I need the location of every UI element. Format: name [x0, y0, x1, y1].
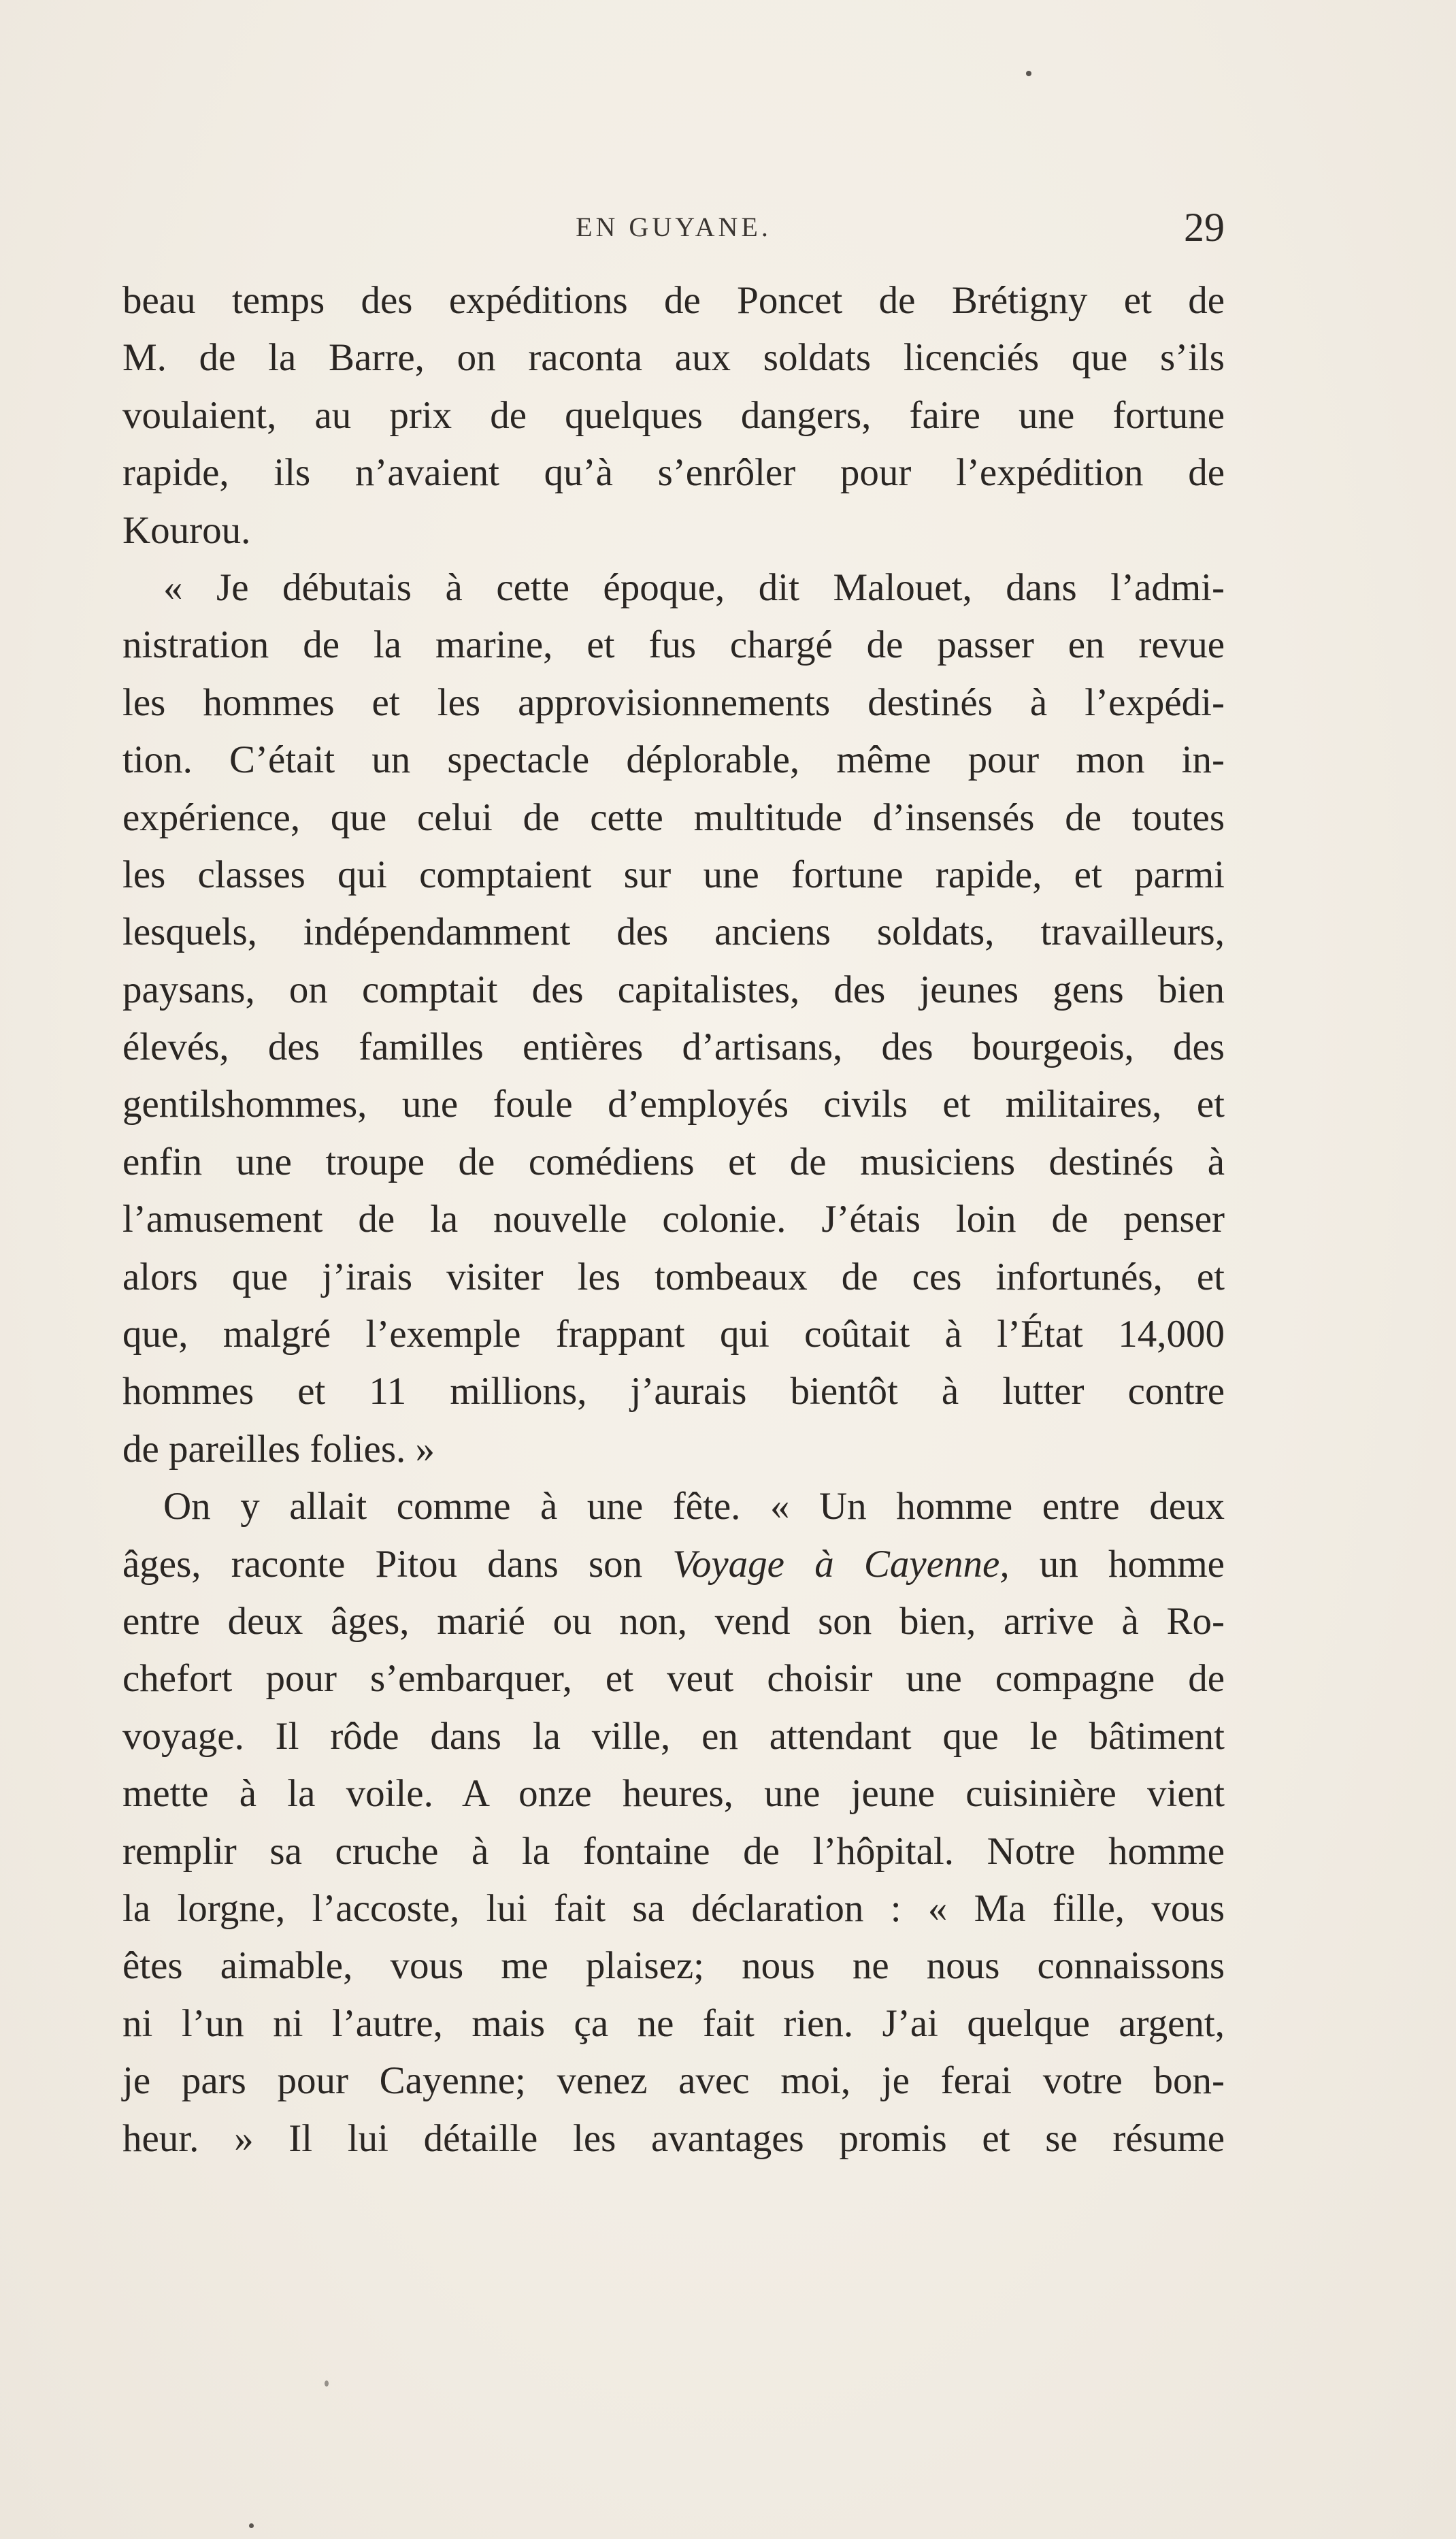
- text-line: alors que j’irais visiter les tombeaux de ces infortunés, et: [122, 1255, 1225, 1298]
- text-line: la lorgne, l’accoste, lui fait sa déclaration : « Ma fille, vous: [122, 1886, 1225, 1930]
- text-line: Kourou.: [122, 508, 251, 552]
- text-line: voyage. Il rôde dans la ville, en attendant que le bâtiment: [122, 1714, 1225, 1758]
- text-line: M. de la Barre, on raconta aux soldats licenciés que s’ils: [122, 336, 1225, 380]
- text-line: l’amusement de la nouvelle colonie. J’étais loin de penser: [122, 1198, 1225, 1241]
- text-segment: un homme: [1039, 1542, 1225, 1586]
- text-line: voulaient, au prix de quelques dangers, faire une fortune: [122, 393, 1225, 437]
- text-line: [122, 1536, 1225, 1593]
- running-title: EN GUYANE.: [576, 212, 772, 242]
- text-line: je pars pour Cayenne; venez avec moi, je ferai votre bon-: [122, 2059, 1225, 2103]
- text-line: élevés, des familles entières d’artisans, des bourgeois, des: [122, 1026, 1225, 1069]
- text-line: remplir sa cruche à la fontaine de l’hôpital. Notre homme: [122, 1829, 1225, 1873]
- text-segment: âges, raconte Pitou dans son: [122, 1542, 643, 1586]
- book-title: Voyage à Cayenne,: [672, 1542, 1010, 1586]
- text-line: paysans, on comptait des capitalistes, des jeunes gens bien: [122, 968, 1225, 1011]
- text-line: ni l’un ni l’autre, mais ça ne fait rien. J’ai quelque argent,: [122, 2001, 1225, 2045]
- paper-speck: [1026, 71, 1031, 76]
- text-line: gentilshommes, une foule d’employés civils et militaires, et: [122, 1083, 1225, 1126]
- text-line: que, malgré l’exemple frappant qui coûtait à l’État 14,000: [122, 1313, 1225, 1356]
- page-number: 29: [1184, 205, 1225, 250]
- text-line: hommes et 11 millions, j’aurais bientôt à lutter contre: [122, 1370, 1225, 1413]
- text-line: « Je débutais à cette époque, dit Malouet, dans l’admi-: [163, 566, 1225, 609]
- text-line: expérience, que celui de cette multitude d’insensés de toutes: [122, 796, 1225, 839]
- text-line: les hommes et les approvisionnements destinés à l’expédi-: [122, 681, 1225, 724]
- text-line: rapide, ils n’avaient qu’à s’enrôler pour l’expédition de: [122, 451, 1225, 495]
- text-line: les classes qui comptaient sur une fortune rapide, et parmi: [122, 853, 1225, 896]
- text-line: nistration de la marine, et fus chargé de passer en revue: [122, 623, 1225, 667]
- text-line: entre deux âges, marié ou non, vend son bien, arrive à Ro-: [122, 1599, 1225, 1643]
- running-head: [122, 204, 1225, 252]
- text-line: enfin une troupe de comédiens et de musiciens destinés à: [122, 1140, 1225, 1183]
- body-text: [122, 272, 1225, 2167]
- text-line: chefort pour s’embarquer, et veut choisir une compagne de: [122, 1657, 1225, 1701]
- text-line: lesquels, indépendamment des anciens soldats, travailleurs,: [122, 911, 1225, 954]
- text-line: mette à la voile. A onze heures, une jeune cuisinière vient: [122, 1772, 1225, 1816]
- text-line: heur. » Il lui détaille les avantages promis et se résume: [122, 2116, 1225, 2160]
- paper-speck: [325, 2380, 329, 2387]
- text-line: êtes aimable, vous me plaisez; nous ne nous connaissons: [122, 1944, 1225, 1988]
- text-line: tion. C’était un spectacle déplorable, même pour mon in-: [122, 738, 1225, 782]
- paper-speck: [249, 2523, 254, 2528]
- text-line: beau temps des expéditions de Poncet de Brétigny et de: [122, 279, 1225, 322]
- text-line: On y allait comme à une fête. « Un homme entre deux: [163, 1485, 1225, 1528]
- text-line: de pareilles folies. »: [122, 1427, 435, 1471]
